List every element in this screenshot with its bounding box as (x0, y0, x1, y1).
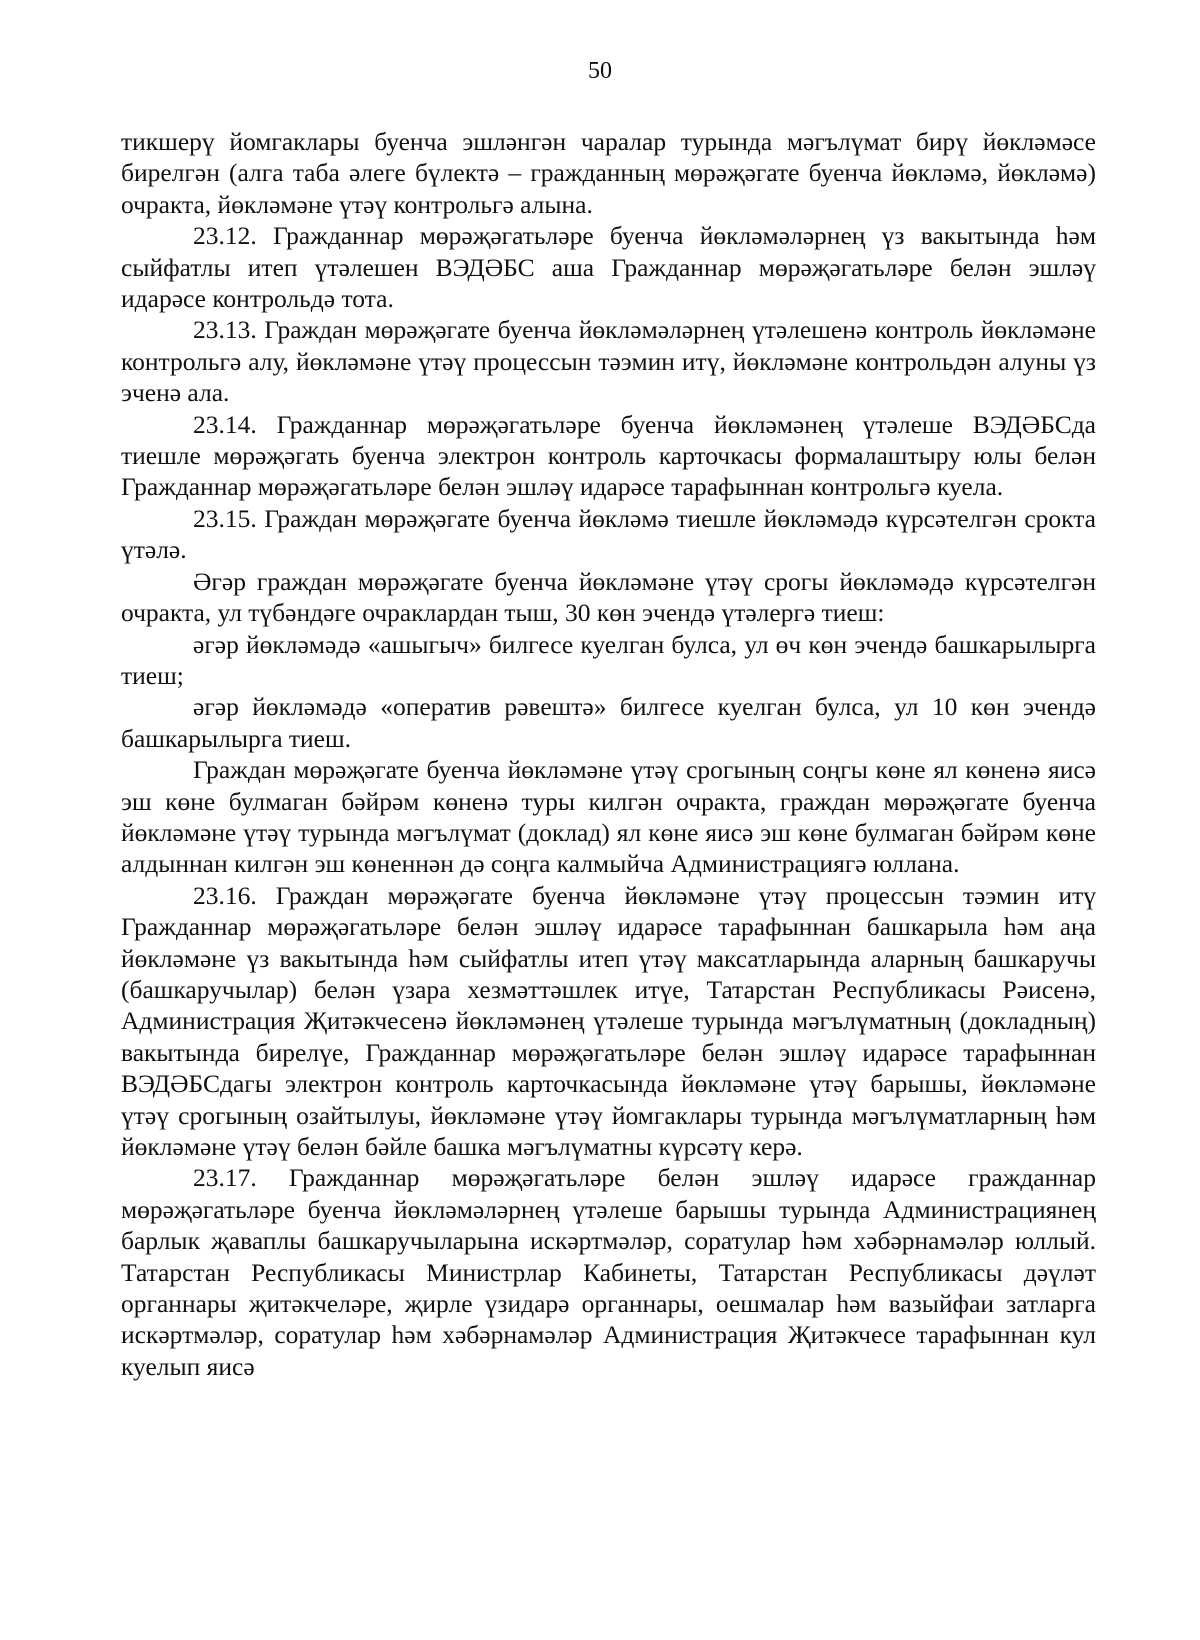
paragraph-23-17: 23.17. Гражданнар мөрәҗәгатьләре белән эшләү идарәсе гражданнар мөрәҗәгатьләре буенча йөкләмәләрнең үтәлеше барышы турында Администрациянең барлык җаваплы башкаручыларына искәртмәләр, соратулар һәм хәбәрнамәләр юллый. Татарстан Республикасы Министрлар Кабинеты, Татарстан Республикасы дәүләт органнары җитәкчеләре, җирле үзидарә органнары, оешмалар һәм вазыйфаи затларга искәртмәләр, соратулар һәм хәбәрнамәләр Администрация Җитәкчесе тарафыннан кул куелып яисә (121, 1163, 1096, 1381)
paragraph-23-15: 23.15. Граждан мөрәҗәгате буенча йөкләмә тиешле йөкләмәдә күрсәтелгән срокта үтәлә. (121, 503, 1096, 565)
page-number: 50 (588, 58, 612, 84)
paragraph-23-13: 23.13. Граждан мөрәҗәгате буенча йөкләмәләрнең үтәлешенә контроль йөкләмәне контрольгә алу, йөкләмәне үтәү процессын тәэмин итү, йөкләмәне контрольдән алуны үз эченә ала. (121, 315, 1096, 408)
paragraph-23-12: 23.12. Гражданнар мөрәҗәгатьләре буенча йөкләмәләрнең үз вакытында һәм сыйфатлы итеп үтәлешен ВЭДӘБС аша Гражданнар мөрәҗәгатьләре белән эшләү идарәсе контрольдә тота. (121, 221, 1096, 314)
paragraph-urgent: әгәр йөкләмәдә «ашыгыч» билгесе куелган булса, ул өч көн эчендә башкарылырга тиеш; (121, 629, 1096, 690)
paragraph-operative: әгәр йөкләмәдә «оператив рәвештә» билгесе куелган булса, ул 10 көн эчендә башкарылырга тиеш. (121, 692, 1096, 753)
paragraph-23-16: 23.16. Граждан мөрәҗәгате буенча йөкләмәне үтәү процессын тәэмин итү Гражданнар мөрәҗәгатьләре белән эшләү идарәсе тарафыннан башкарыла һәм аңа йөкләмәне үз вакытында һәм сыйфатлы итеп үтәү максатларында аларның башкаручы (башкаручылар) белән үзара хезмәттәшлек итүе, Татарстан Республикасы Рәисенә, Администрация Җитәкчесенә йөкләмәнең үтәлеше турында мәгълүматның (докладның) вакытында бирелүе, Гражданнар мөрәҗәгатьләре белән эшләү идарәсе тарафыннан ВЭДӘБСдагы электрон контроль карточкасында йөкләмәне үтәү барышы, йөкләмәне үтәү срогының озайтылуы, йөкләмәне үтәү йомгаклары турында мәгълүматларның һәм йөкләмәне үтәү белән бәйле башка мәгълүматны күрсәтү керә. (121, 880, 1096, 1161)
document-body (121, 126, 1096, 1382)
paragraph-deadline: Әгәр граждан мөрәҗәгате буенча йөкләмәне үтәү срогы йөкләмәдә күрсәтелгән очракта, ул түбәндәге очраклардан тыш, 30 көн эчендә үтәлергә тиеш: (121, 566, 1096, 628)
paragraph-23-14: 23.14. Гражданнар мөрәҗәгатьләре буенча йөкләмәнең үтәлеше ВЭДӘБСда тиешле мөрәҗәгать буенча электрон контроль карточкасы формалаштыру юлы белән Гражданнар мөрәҗәгатьләре белән эшләү идарәсе тарафыннан контрольгә куела. (121, 409, 1096, 502)
paragraph-holiday: Граждан мөрәҗәгате буенча йөкләмәне үтәү срогының соңгы көне ял көненә яисә эш көне булмаган бәйрәм көненә туры килгән очракта, граждан мөрәҗәгате буенча йөкләмәне үтәү турында мәгълүмат (доклад) ял көне яисә эш көне булмаган бәйрәм көне алдыннан килгән эш көненнән дә соңга калмыйча Администрациягә юллана. (121, 755, 1096, 879)
paragraph-continuation: тикшерү йомгаклары буенча эшләнгән чаралар турында мәгълүмат бирү йөкләмәсе бирелгән (алга таба әлеге бүлектә – гражданның мөрәҗәгате буенча йөкләмә, йөкләмә) очракта, йөкләмәне үтәү контрольгә алына. (121, 127, 1096, 219)
